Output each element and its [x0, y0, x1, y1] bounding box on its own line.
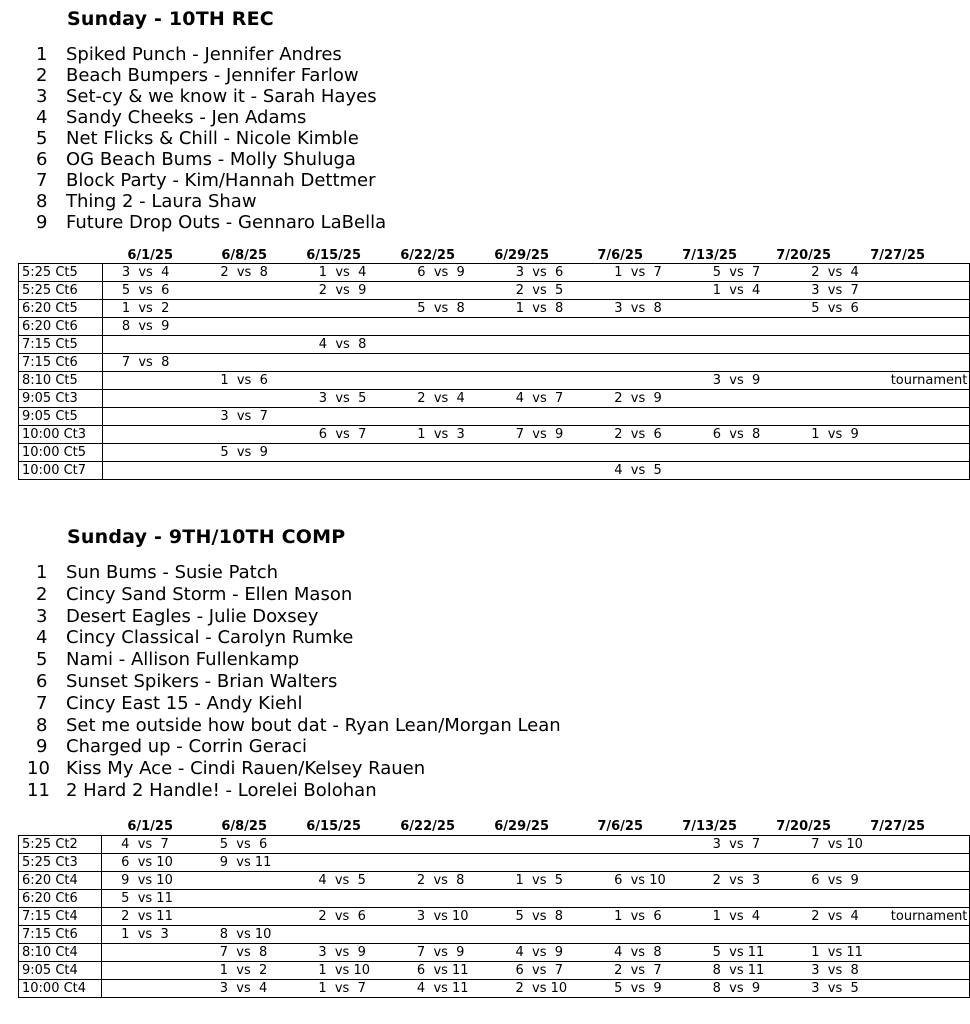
schedule-row: [19, 372, 970, 390]
matchup-cell: 2 vs 4: [398, 390, 496, 408]
date-header: 7/27/25: [870, 819, 925, 834]
matchup-cell: [891, 962, 970, 980]
team-item: 2 Cincy Sand Storm - Ellen Mason: [36, 583, 353, 605]
matchup-cell: [891, 408, 970, 426]
date-header: 7/6/25: [597, 248, 643, 263]
matchup-cell: [102, 408, 201, 426]
matchup-cell: [398, 318, 496, 336]
matchup-cell: [102, 444, 201, 462]
matchup-cell: [299, 890, 398, 908]
matchup-cell: 5 vs 11: [102, 890, 201, 908]
schedule-row: [19, 926, 970, 944]
matchup-cell: 4 vs 8: [595, 944, 694, 962]
matchup-cell: 2 vs 5: [497, 282, 595, 300]
team-item: 9 Future Drop Outs - Gennaro LaBella: [36, 212, 387, 233]
matchup-cell: [595, 282, 693, 300]
matchup-cell: [891, 926, 970, 944]
matchup-cell: [497, 336, 595, 354]
matchup-cell: [201, 336, 299, 354]
time-slot: 5:25 Ct2: [19, 836, 102, 854]
matchup-cell: [694, 854, 793, 872]
matchup-cell: [497, 318, 595, 336]
matchup-cell: 1 vs 7: [595, 264, 693, 282]
time-slot: 7:15 Ct6: [19, 926, 102, 944]
matchup-cell: 6 vs 11: [398, 962, 497, 980]
matchup-cell: [497, 354, 595, 372]
matchup-cell: [300, 300, 398, 318]
matchup-cell: [595, 926, 694, 944]
matchup-cell: 1 vs 2: [102, 300, 201, 318]
matchup-cell: 5 vs 6: [201, 836, 300, 854]
time-slot: 10:00 Ct4: [19, 980, 102, 998]
matchup-cell: [398, 890, 497, 908]
matchup-cell: [891, 462, 970, 480]
time-slot: 10:00 Ct7: [19, 462, 103, 480]
matchup-cell: [891, 836, 970, 854]
matchup-cell: [595, 836, 694, 854]
matchup-cell: [102, 426, 201, 444]
matchup-cell: 4 vs 11: [398, 980, 497, 998]
date-header: 7/13/25: [682, 819, 737, 834]
matchup-cell: [201, 300, 299, 318]
matchup-cell: [792, 854, 891, 872]
schedule-row: [19, 854, 970, 872]
matchup-cell: 7 vs 8: [201, 944, 300, 962]
matchup-cell: 2 vs 4: [792, 908, 891, 926]
matchup-cell: [891, 444, 970, 462]
matchup-cell: [497, 462, 595, 480]
matchup-cell: 5 vs 11: [694, 944, 793, 962]
matchup-cell: 5 vs 6: [102, 282, 201, 300]
time-slot: 8:10 Ct5: [19, 372, 103, 390]
matchup-cell: 6 vs 7: [496, 962, 595, 980]
matchup-cell: 4 vs 5: [299, 872, 398, 890]
matchup-cell: [102, 980, 201, 998]
matchup-cell: [891, 300, 970, 318]
schedule-row: [19, 872, 970, 890]
matchup-cell: [694, 318, 792, 336]
matchup-cell: [792, 444, 890, 462]
date-header: 6/8/25: [221, 819, 267, 834]
matchup-cell: [398, 354, 496, 372]
team-item: 8 Set me outside how bout dat - Ryan Lean/Morgan Lean: [36, 714, 561, 736]
matchup-cell: 5 vs 9: [595, 980, 694, 998]
matchup-cell: [595, 336, 693, 354]
matchup-cell: 3 vs 8: [595, 300, 693, 318]
team-item: 7 Block Party - Kim/Hannah Dettmer: [36, 170, 376, 191]
team-item: 8 Thing 2 - Laura Shaw: [36, 191, 257, 212]
matchup-cell: [891, 336, 970, 354]
matchup-cell: [792, 890, 891, 908]
team-item: 1 Spiked Punch - Jennifer Andres: [36, 44, 342, 65]
matchup-cell: [694, 390, 792, 408]
team-item: 6 Sunset Spikers - Brian Walters: [36, 670, 338, 692]
time-slot: 5:25 Ct6: [19, 282, 103, 300]
schedule-row: [19, 354, 970, 372]
matchup-cell: 5 vs 7: [694, 264, 792, 282]
team-item: 4 Cincy Classical - Carolyn Rumke: [36, 627, 354, 649]
matchup-cell: 1 vs 5: [496, 872, 595, 890]
matchup-cell: [102, 462, 201, 480]
date-header: 6/22/25: [400, 819, 455, 834]
matchup-cell: 2 vs 9: [595, 390, 693, 408]
matchup-cell: [891, 980, 970, 998]
team-item: 9 Charged up - Corrin Geraci: [36, 736, 308, 758]
time-slot: 5:25 Ct5: [19, 264, 103, 282]
matchup-cell: 6 vs 7: [300, 426, 398, 444]
time-slot: 10:00 Ct3: [19, 426, 103, 444]
date-header: 7/6/25: [597, 819, 643, 834]
matchup-cell: [398, 372, 496, 390]
tournament-label: tournament: [891, 372, 970, 390]
matchup-cell: 1 vs 6: [201, 372, 299, 390]
team-item: 5 Net Flicks & Chill - Nicole Kimble: [36, 128, 359, 149]
matchup-cell: [595, 890, 694, 908]
matchup-cell: [496, 854, 595, 872]
time-slot: 10:00 Ct5: [19, 444, 103, 462]
matchup-cell: [102, 372, 201, 390]
matchup-cell: [201, 462, 299, 480]
team-item: 1 Sun Bums - Susie Patch: [36, 562, 279, 583]
matchup-cell: 5 vs 9: [201, 444, 299, 462]
matchup-cell: [300, 354, 398, 372]
date-header: 6/29/25: [494, 248, 549, 263]
matchup-cell: [792, 318, 890, 336]
matchup-cell: 3 vs 7: [694, 836, 793, 854]
matchup-cell: [102, 962, 201, 980]
team-item: 3 Desert Eagles - Julie Doxsey: [36, 605, 319, 627]
matchup-cell: 6 vs 10: [102, 854, 201, 872]
team-item: 4 Sandy Cheeks - Jen Adams: [36, 107, 307, 128]
schedule-row: [19, 444, 970, 462]
matchup-cell: [201, 390, 299, 408]
team-item: 7 Cincy East 15 - Andy Kiehl: [36, 692, 303, 714]
matchup-cell: 2 vs 6: [299, 908, 398, 926]
matchup-cell: 2 vs 10: [496, 980, 595, 998]
matchup-cell: [398, 408, 496, 426]
date-header: 6/22/25: [400, 248, 455, 263]
schedule-row: [19, 300, 970, 318]
matchup-cell: [398, 836, 497, 854]
matchup-cell: [299, 926, 398, 944]
time-slot: 7:15 Ct5: [19, 336, 103, 354]
matchup-cell: [201, 282, 299, 300]
matchup-cell: [102, 944, 201, 962]
matchup-cell: 2 vs 8: [398, 872, 497, 890]
matchup-cell: [398, 854, 497, 872]
matchup-cell: [300, 318, 398, 336]
time-slot: 6:20 Ct6: [19, 890, 102, 908]
matchup-cell: [201, 872, 300, 890]
schedule-row: [19, 282, 970, 300]
section-title: Sunday - 10TH REC: [67, 8, 274, 30]
time-slot: 6:20 Ct6: [19, 318, 103, 336]
matchup-cell: [300, 444, 398, 462]
matchup-cell: [694, 444, 792, 462]
matchup-cell: [891, 354, 970, 372]
matchup-cell: [595, 354, 693, 372]
schedule-row: [19, 908, 970, 926]
matchup-cell: [201, 890, 300, 908]
matchup-cell: 1 vs 4: [694, 908, 793, 926]
matchup-cell: [891, 282, 970, 300]
matchup-cell: 2 vs 9: [300, 282, 398, 300]
time-slot: 7:15 Ct6: [19, 354, 103, 372]
matchup-cell: [694, 926, 793, 944]
matchup-cell: 1 vs 10: [299, 962, 398, 980]
team-item: 6 OG Beach Bums - Molly Shuluga: [36, 149, 356, 170]
date-header: 6/1/25: [127, 248, 173, 263]
matchup-cell: [497, 372, 595, 390]
matchup-cell: 6 vs 9: [792, 872, 891, 890]
team-item: 3 Set-cy & we know it - Sarah Hayes: [36, 86, 377, 107]
schedule-row: [19, 890, 970, 908]
matchup-cell: [694, 890, 793, 908]
matchup-cell: [201, 908, 300, 926]
time-slot: 9:05 Ct4: [19, 962, 102, 980]
matchup-cell: 2 vs 4: [792, 264, 890, 282]
team-item: 10 Kiss My Ace - Cindi Rauen/Kelsey Rauen: [27, 758, 426, 780]
matchup-cell: 6 vs 9: [398, 264, 496, 282]
matchup-cell: [398, 336, 496, 354]
matchup-cell: 5 vs 8: [398, 300, 496, 318]
date-header: 6/15/25: [306, 819, 361, 834]
matchup-cell: [497, 444, 595, 462]
matchup-cell: 2 vs 8: [201, 264, 299, 282]
team-list: [36, 44, 386, 233]
matchup-cell: [300, 408, 398, 426]
matchup-cell: 4 vs 7: [497, 390, 595, 408]
date-header: 6/15/25: [306, 248, 361, 263]
matchup-cell: 1 vs 3: [398, 426, 496, 444]
matchup-cell: 4 vs 5: [595, 462, 693, 480]
date-header: 7/20/25: [776, 248, 831, 263]
matchup-cell: [102, 390, 201, 408]
matchup-cell: 3 vs 9: [299, 944, 398, 962]
time-slot: 6:20 Ct5: [19, 300, 103, 318]
matchup-cell: [201, 354, 299, 372]
matchup-cell: [694, 408, 792, 426]
matchup-cell: [496, 836, 595, 854]
matchup-cell: 3 vs 10: [398, 908, 497, 926]
matchup-cell: [792, 390, 890, 408]
matchup-cell: 6 vs 10: [595, 872, 694, 890]
date-header: 6/1/25: [127, 819, 173, 834]
schedule-row: [19, 318, 970, 336]
matchup-cell: 2 vs 6: [595, 426, 693, 444]
date-header: 7/20/25: [776, 819, 831, 834]
time-slot: 7:15 Ct4: [19, 908, 102, 926]
matchup-cell: 2 vs 7: [595, 962, 694, 980]
matchup-cell: 1 vs 8: [497, 300, 595, 318]
matchup-cell: [398, 282, 496, 300]
matchup-cell: [792, 462, 890, 480]
team-list: [27, 562, 561, 802]
matchup-cell: [398, 462, 496, 480]
schedule-row: [19, 980, 970, 998]
matchup-cell: 8 vs 9: [694, 980, 793, 998]
matchup-cell: [792, 354, 890, 372]
matchup-cell: 7 vs 8: [102, 354, 201, 372]
team-item: 2 Beach Bumpers - Jennifer Farlow: [36, 65, 359, 86]
matchup-cell: 5 vs 6: [792, 300, 890, 318]
matchup-cell: [694, 354, 792, 372]
matchup-cell: [694, 336, 792, 354]
matchup-cell: [102, 336, 201, 354]
date-header: 7/27/25: [870, 248, 925, 263]
time-slot: 9:05 Ct5: [19, 408, 103, 426]
matchup-cell: [201, 426, 299, 444]
matchup-cell: [300, 372, 398, 390]
matchup-cell: 3 vs 8: [792, 962, 891, 980]
matchup-cell: [891, 426, 970, 444]
matchup-cell: 7 vs 9: [398, 944, 497, 962]
schedule-row: [19, 426, 970, 444]
matchup-cell: 7 vs 9: [497, 426, 595, 444]
schedule-row: [19, 336, 970, 354]
matchup-cell: [299, 836, 398, 854]
matchup-cell: 8 vs 9: [102, 318, 201, 336]
matchup-cell: [300, 462, 398, 480]
matchup-cell: [891, 872, 970, 890]
matchup-cell: 3 vs 6: [497, 264, 595, 282]
matchup-cell: 9 vs 10: [102, 872, 201, 890]
schedule-table: [18, 835, 970, 998]
date-header: 7/13/25: [682, 248, 737, 263]
matchup-cell: 8 vs 11: [694, 962, 793, 980]
matchup-cell: 9 vs 11: [201, 854, 300, 872]
schedule-row: [19, 264, 970, 282]
matchup-cell: [595, 372, 693, 390]
schedule-row: [19, 462, 970, 480]
matchup-cell: [201, 318, 299, 336]
matchup-cell: [595, 408, 693, 426]
matchup-cell: [891, 854, 970, 872]
matchup-cell: [497, 408, 595, 426]
time-slot: 6:20 Ct4: [19, 872, 102, 890]
matchup-cell: 7 vs 10: [792, 836, 891, 854]
schedule-row: [19, 390, 970, 408]
matchup-cell: 4 vs 8: [300, 336, 398, 354]
matchup-cell: [891, 890, 970, 908]
matchup-cell: [496, 926, 595, 944]
matchup-cell: 4 vs 7: [102, 836, 201, 854]
matchup-cell: 1 vs 11: [792, 944, 891, 962]
schedule-row: [19, 408, 970, 426]
schedule-table: [18, 263, 970, 480]
matchup-cell: [694, 300, 792, 318]
schedule-row: [19, 962, 970, 980]
matchup-cell: [891, 390, 970, 408]
matchup-cell: 3 vs 9: [694, 372, 792, 390]
matchup-cell: 1 vs 7: [299, 980, 398, 998]
matchup-cell: [595, 444, 693, 462]
matchup-cell: [398, 444, 496, 462]
matchup-cell: 3 vs 5: [792, 980, 891, 998]
matchup-cell: [792, 336, 890, 354]
matchup-cell: [595, 318, 693, 336]
schedule-row: [19, 836, 970, 854]
matchup-cell: 1 vs 3: [102, 926, 201, 944]
section-title: Sunday - 9TH/10TH COMP: [67, 526, 346, 548]
team-item: 11 2 Hard 2 Handle! - Lorelei Bolohan: [27, 779, 377, 801]
time-slot: 8:10 Ct4: [19, 944, 102, 962]
matchup-cell: [891, 318, 970, 336]
matchup-cell: 1 vs 2: [201, 962, 300, 980]
matchup-cell: [891, 264, 970, 282]
matchup-cell: 4 vs 9: [496, 944, 595, 962]
team-item: 5 Nami - Allison Fullenkamp: [36, 649, 300, 671]
date-header: 6/8/25: [221, 248, 267, 263]
time-slot: 5:25 Ct3: [19, 854, 102, 872]
matchup-cell: [398, 926, 497, 944]
matchup-cell: [891, 944, 970, 962]
matchup-cell: 3 vs 4: [201, 980, 300, 998]
matchup-cell: 2 vs 11: [102, 908, 201, 926]
matchup-cell: 3 vs 7: [201, 408, 299, 426]
matchup-cell: [792, 926, 891, 944]
matchup-cell: [694, 462, 792, 480]
matchup-cell: [496, 890, 595, 908]
matchup-cell: 1 vs 4: [694, 282, 792, 300]
matchup-cell: [595, 854, 694, 872]
matchup-cell: 8 vs 10: [201, 926, 300, 944]
matchup-cell: 5 vs 8: [496, 908, 595, 926]
matchup-cell: 1 vs 4: [300, 264, 398, 282]
matchup-cell: [792, 408, 890, 426]
schedule-row: [19, 944, 970, 962]
matchup-cell: 1 vs 6: [595, 908, 694, 926]
matchup-cell: 6 vs 8: [694, 426, 792, 444]
matchup-cell: 3 vs 7: [792, 282, 890, 300]
matchup-cell: 3 vs 4: [102, 264, 201, 282]
matchup-cell: [792, 372, 890, 390]
date-header: 6/29/25: [494, 819, 549, 834]
matchup-cell: 1 vs 9: [792, 426, 890, 444]
matchup-cell: [299, 854, 398, 872]
tournament-label: tournament: [891, 908, 970, 926]
matchup-cell: 3 vs 5: [300, 390, 398, 408]
time-slot: 9:05 Ct3: [19, 390, 103, 408]
matchup-cell: 2 vs 3: [694, 872, 793, 890]
